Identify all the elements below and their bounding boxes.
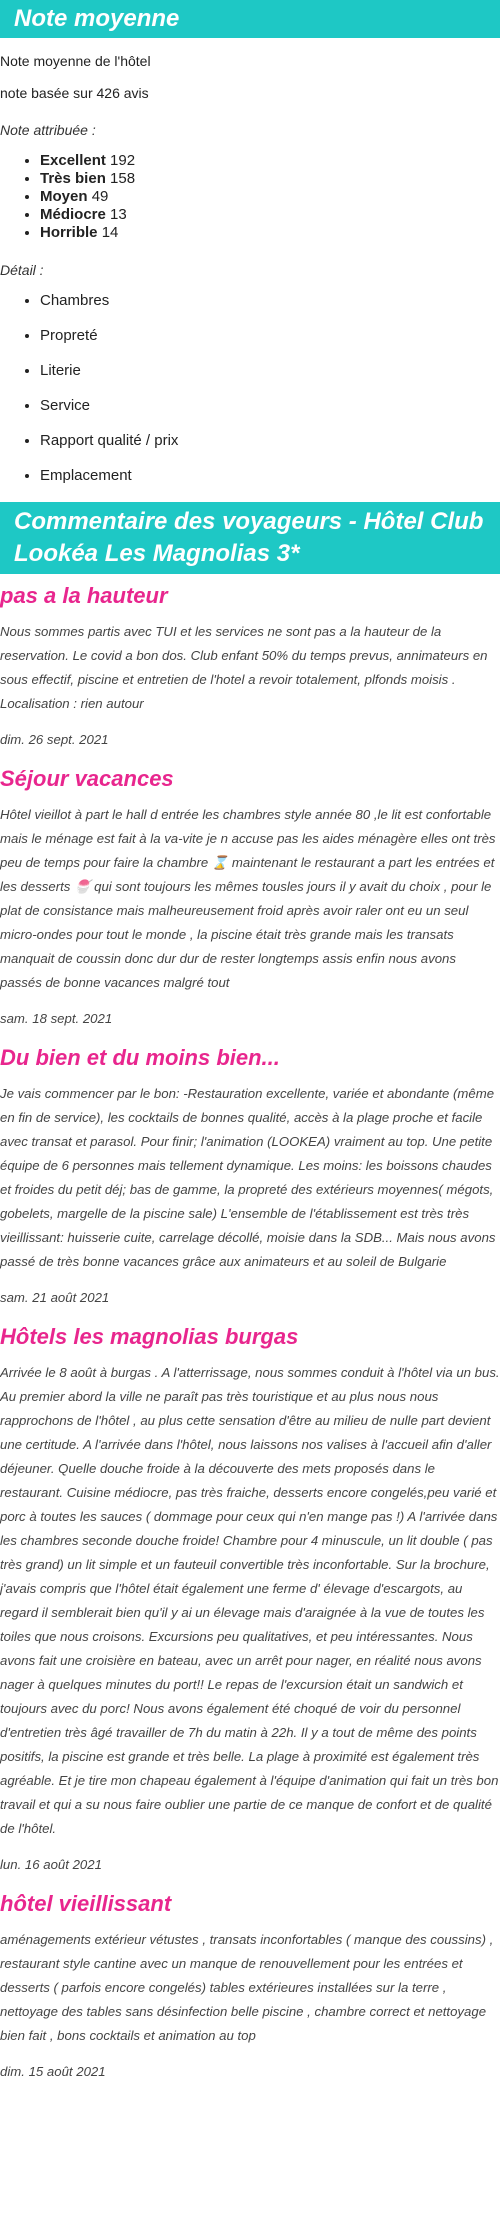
ratings-label: Note attribuée : [0,122,96,138]
rating-label: Très bien [40,170,106,187]
review-body: Je vais commencer par le bon: -Restauration excellente, variée et abondante (même en fin de service), les cocktails de bonnes qualité, accès à la plage proche et facile avec transat et parasol. Pour finir; l'animation (LOOKEA) vraiment au top. Une petite équipe de 6 personnes mais tellement dynamique. Les moins: les boissons chaudes et froides du petit déj; bas de gamme, la propreté des extérieurs moyennes( mégots, gobelets, margelle de la piscine sale) L'ensemble de l'établissement est très très vieillissant: huisserie cuite, carrelage décollé, moisie dans la SDB... Mais nous avons passé de très bonne vacances grâce aux animateurs et au soleil de Bulgarie [0,1086,496,1269]
detail-item: • Literie [40,362,500,380]
review-title: hôtel vieillissant [0,1891,172,1916]
review-date: lun. 16 août 2021 [0,1857,102,1872]
review-date: dim. 15 août 2021 [0,2064,106,2079]
review-title: Séjour vacances [0,766,174,791]
detail-item: • Service [40,397,500,415]
detail-item: • Chambres [40,292,500,310]
review-date: sam. 18 sept. 2021 [0,1011,113,1026]
reviews-count-text: note basée sur 426 avis [0,85,149,101]
average-rating-heading: Note moyenne [0,0,500,38]
review [0,582,500,747]
rating-count: 158 [110,170,136,187]
detail-item: • Rapport qualité / prix [40,432,500,450]
rating-count: 13 [110,206,127,223]
hotel-rating-label: Note moyenne de l'hôtel [0,53,151,69]
review-title: Du bien et du moins bien... [0,1045,280,1070]
review [0,1044,500,1305]
rating-label: Médiocre [40,206,106,223]
review-body: Nous sommes partis avec TUI et les services ne sont pas a la hauteur de la reservation. Le covid a bon dos. Club enfant 50% du temps prevus, annimateurs en sous effectif, piscine et entretien de l'hotel a revoir totalement, plfonds moisis . Localisation : rien autour [0,624,488,711]
review-date: dim. 26 sept. 2021 [0,732,109,747]
detail-item: • Emplacement [40,467,500,485]
rating-item [40,152,500,170]
review [0,765,500,1026]
rating-count: 192 [110,152,136,169]
rating-item [40,206,500,224]
detail-item: • Propreté [40,327,500,345]
review-title: pas a la hauteur [0,583,168,608]
review-body: aménagements extérieur vétustes , transats inconfortables ( manque des coussins) , restaurant style cantine avec un manque de renouvellement pour les entrées et desserts ( parfois encore congelés) tables extérieures installées sur la terre , nettoyage des tables sans désinfection belle piscine , chambre correct et nettoyage bien fait , bons cocktails et animation au top [0,1932,494,2043]
review-title: Hôtels les magnolias burgas [0,1324,299,1349]
rating-item [40,188,500,206]
rating-label: Horrible [40,224,98,241]
review-body: Hôtel vieillot à part le hall d entrée les chambres style année 80 ,le lit est confortable mais le ménage est fait à la va-vite je n accuse pas les aides ménagère elles ont très peu de temps pour faire la chambre ⌛ maintenant le restaurant a part les entrées et les desserts 🍧 qui sont toujours les mêmes tousles jours il y avait du choix , pour le plat de consistance mais malheureusement froid après avoir raler ont eu un seul micro-ondes pour tout le monde , la piscine était très grande mais les transats manquait de coussin donc dur dur de rester longtemps assis enfin nous avons passés de bonne vacances malgré tout [0,807,496,990]
review [0,1890,500,2079]
review [0,1323,500,1872]
comments-heading: Commentaire des voyageurs - Hôtel Club Lookéa Les Magnolias 3* [0,502,500,574]
details-list [0,292,500,485]
rating-label: Excellent [40,152,106,169]
rating-item [40,170,500,188]
rating-count: 49 [91,188,109,205]
rating-label: Moyen [40,188,88,205]
ratings-list [0,152,500,242]
details-label: Détail : [0,262,44,278]
review-body: Arrivée le 8 août à burgas . A l'atterrissage, nous sommes conduit à l'hôtel via un bus. Au premier abord la ville ne paraît pas très touristique et au plus nous nous rapprochons de l'hôtel , au plus cette sensation d'être au milieu de nulle part devient une certitude. A l'arrivée dans l'hôtel, nous laissons nos valises à l'accueil afin d'aller déjeuner. Quelle douche froide à la découverte des mets proposés dans le restaurant. Cuisine médiocre, pas très fraiche, desserts encore congelés,peu varié et porc à toutes les sauces ( dommage pour ceux qui n'en mange pas !) A l'arrivée dans les chambres seconde douche froide! Chambre pour 4 minuscule, un lit double ( pas très grand) un lit simple et un fauteuil convertible très inconfortable. Sur la brochure, j'avais compris que l'hôtel était également une ferme d' élevage d'escargots, au regard il semblerait bien qu'il y ai un élevage mais d'araignée à la vue de toutes les toiles que nous croisons. Excursions peu qualitatives, et peu intéressantes. Nous avons fait une croisière en bateau, avec un arrêt pour nager, en réalité nous avons nager à quelques minutes du port!! Le repas de l'excursion était un sandwich et toujours avec du porc! Nous avons également été choqué de voir du personnel d'entretien très âgé travailler de 7h du matin à 22h. Il y a tout de même des points positifs, la piscine est grande et très belle. La plage à proximité est également très agréable. Et je tire mon chapeau également à l'équipe d'animation qui fait un très bon travail et qui a su nous faire oublier une partie de ce manque de confort et de qualité de l'hôtel. [0,1365,500,1836]
rating-item [40,224,500,242]
rating-count: 14 [101,224,119,241]
review-date: sam. 21 août 2021 [0,1290,110,1305]
